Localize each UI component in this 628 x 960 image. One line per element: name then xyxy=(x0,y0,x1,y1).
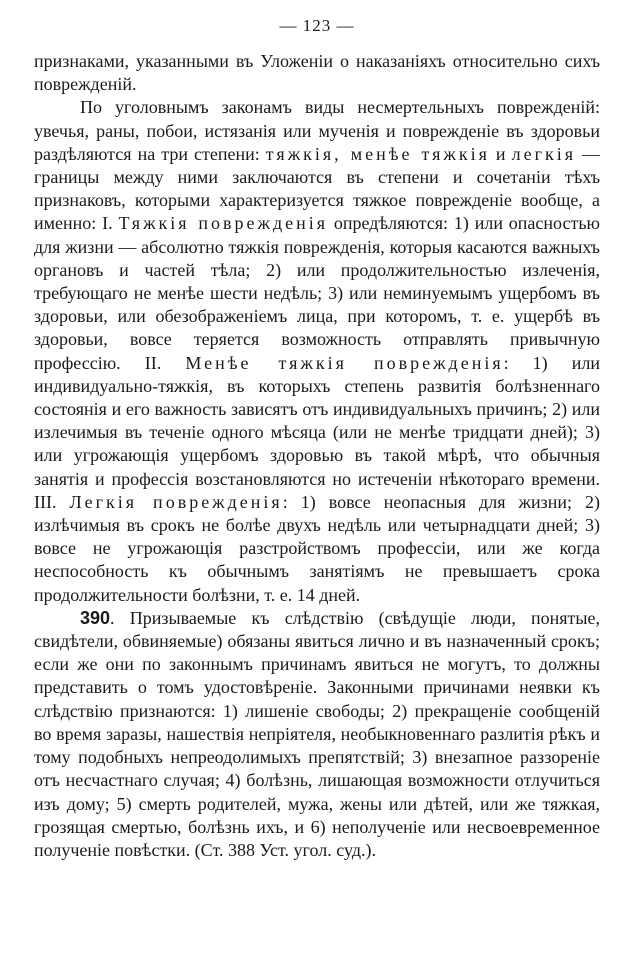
term-grave-injuries: Тяжкія поврежденія xyxy=(118,213,329,234)
term-light: легкія xyxy=(511,143,576,164)
page-body xyxy=(34,50,600,862)
p1-mid: — границы между ними заключаются въ степени и сочетаніи тѣхъ признаковъ, которыми характеризуется тяжкое поврежденіе вообще, а именно: I. xyxy=(34,143,601,234)
page-number: — 123 — xyxy=(279,16,355,35)
paragraph-390 xyxy=(34,607,600,862)
term-light-injuries: Легкія поврежденія xyxy=(69,491,283,512)
paragraph-injuries xyxy=(34,96,600,606)
p1-mid2: опредѣляются: 1) или опасностью для жизни — абсолютно тяжкія поврежденія, которыя касаются важныхъ органовъ и частей тѣла; 2) или продолжительностью излеченія, требующаго не менѣе шести недѣль; 3) или неминуемымъ ущербомъ въ здоровьи, или обезображеніемъ лица, при которомъ, т. е. ущербѣ въ здоровьи, вовсе теряется возможность отправлять привычную профессію. II. xyxy=(34,213,601,373)
p2-text: . Призываемые къ слѣдствію (свѣдущіе люди, понятые, свидѣтели, обвиняемые) обязаны явиться лично и въ назначенный срокъ; если же они по законнымъ причинамъ явиться не могутъ, то должны представить о томъ удостовѣреніе. Законными причинами неявки къ слѣдствію признаются: 1) лишеніе свободы; 2) прекращеніе сообщеній во время заразы, нашествія непріятеля, необыкновеннаго разлитія рѣкъ и тому подобныхъ непреодолимыхъ препятствій; 3) внезапное раззореніе отъ несчастнаго случая; 4) болѣзнь, лишающая возможности отлучиться изъ дому; 5) смерть родителей, мужа, жены или дѣтей, или же тяжкая, грозящая смертью, болѣзнь ихъ, и 6) неполученіе или несвоевременное полученіе повѣстки. (Ст. 388 Уст. угол. суд.). xyxy=(34,607,600,860)
article-number: 390 xyxy=(80,607,111,628)
p1-intro: По уголовнымъ законамъ виды несмертельныхъ поврежденій: увечья, раны, побои, истязанія или мученія и поврежденіе въ здоровьи раздѣляются на три степени: xyxy=(34,97,600,164)
p1-end: : 1) вовсе неопасныя для жизни; 2) излѣчимыя въ срокъ не болѣе двухъ недѣль или четырнадцати дней; 3) вовсе не угрожающія разстройствомъ профессіи, или же когда неспособность къ обычнымъ занятіямъ не превышаетъ срока продолжительности болѣзни, т. е. 14 дней. xyxy=(34,491,601,605)
term-less-grave-injuries: Менѣе тяжкія поврежденія xyxy=(185,352,504,373)
p1-mid3: : 1) или индивидуально-тяжкія, въ которыхъ степень развитія болѣзненнаго состоянія и его важность зависятъ отъ индивидуальныхъ причинъ; 2) или излечимыя въ теченіе одного мѣсяца (или не менѣе тридцати дней); 3) или угрожающія ущербомъ здоровью въ такой мѣрѣ, что обычныя занятія и профессія возстановляются но истеченіи нѣкотораго времени. III. xyxy=(34,352,601,512)
page-header xyxy=(34,14,600,38)
p1-and: и xyxy=(489,143,512,164)
continued-paragraph: признаками, указанными въ Уложеніи о наказаніяхъ относительно сихъ поврежденій. xyxy=(34,51,600,95)
term-grave-less-grave: тяжкія, менѣе тяжкія xyxy=(265,143,490,164)
